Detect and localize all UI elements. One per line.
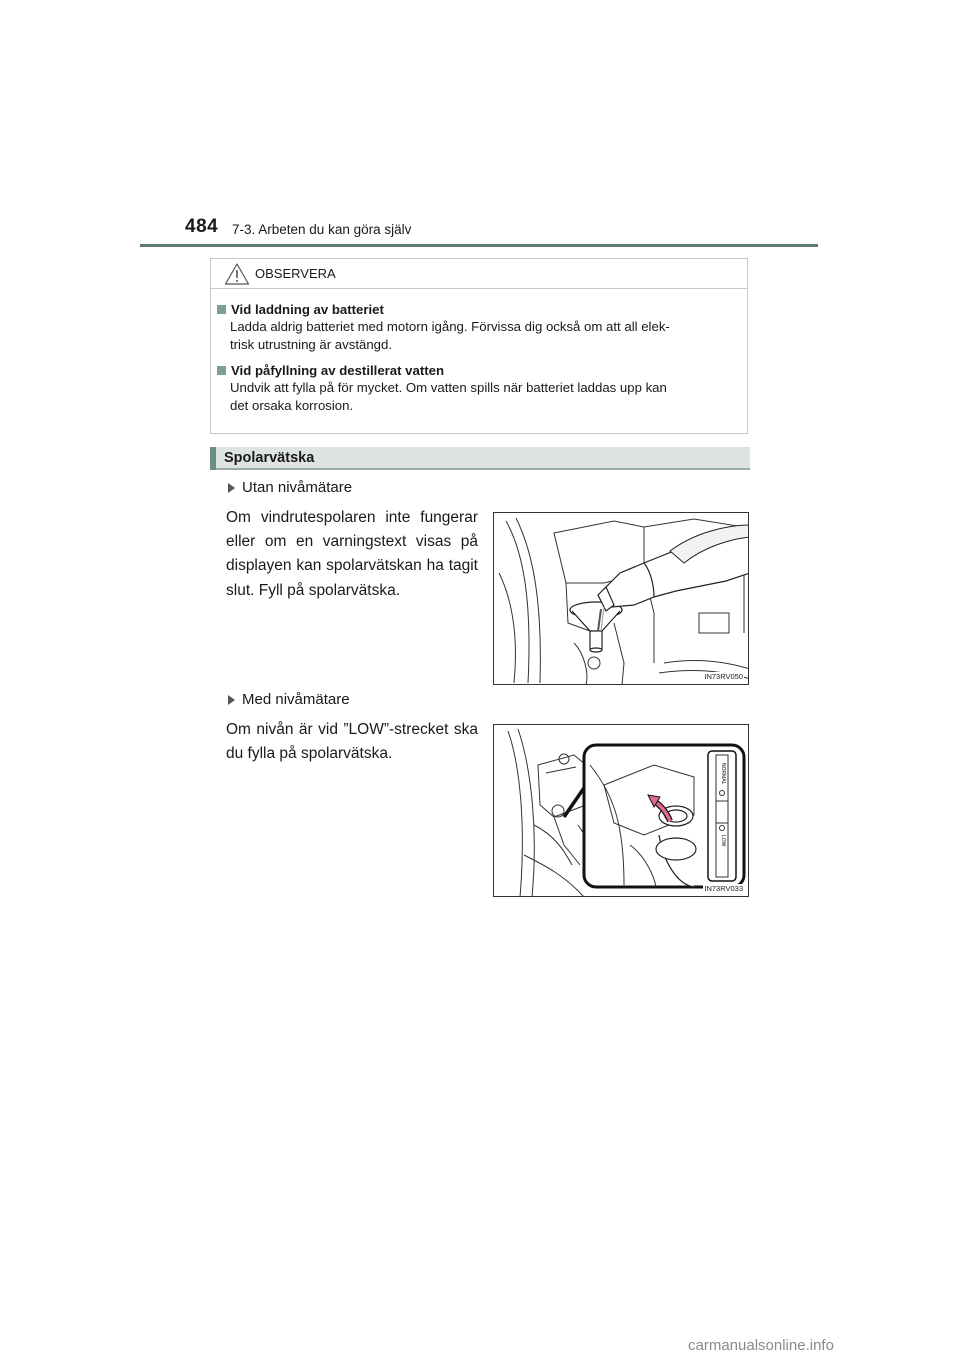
section-title: Spolarvätska — [224, 450, 315, 466]
caution-box — [210, 258, 748, 434]
section-bar-accent — [210, 447, 216, 470]
caution-line: trisk utrustning är avstängd. — [230, 337, 392, 352]
triangle-bullet-icon — [228, 483, 235, 493]
running-head: 7-3. Arbeten du kan göra själv — [232, 222, 412, 237]
watermark: carmanualsonline.info — [688, 1337, 834, 1354]
caution-item-text — [217, 379, 737, 415]
washer-fill-illustration — [494, 513, 749, 685]
gauge-label-low: LOW — [720, 835, 726, 847]
caution-line: Ladda aldrig batteriet med motorn igång. Förvissa dig också om att all elek- — [230, 319, 670, 334]
subsection-text: Om vindrutespolaren inte fungerar eller om en varningstext visas på displayen kan spolarvätskan ha tagit slut. Fyll på spolarvätska. — [226, 509, 478, 599]
subsection-text: Om nivån är vid ”LOW”-strecket ska du fylla på spolarvätska. — [226, 721, 478, 763]
triangle-bullet-icon — [228, 695, 235, 705]
gauge-label-high: NORMAL — [720, 763, 726, 785]
caution-line: det orsaka korrosion. — [230, 398, 354, 413]
subsection-heading — [228, 691, 350, 708]
caution-header — [211, 259, 747, 289]
figure-code: IN73RV050 — [704, 672, 743, 681]
square-bullet-icon — [217, 305, 226, 314]
subsection-heading-text: Med nivåmätare — [242, 691, 350, 708]
caution-body — [211, 289, 747, 415]
figure-washer-gauge — [493, 724, 749, 897]
caution-item-heading-text: Vid påfyllning av destillerat vatten — [231, 363, 445, 378]
washer-gauge-illustration — [494, 725, 749, 897]
warning-triangle-icon — [224, 262, 250, 286]
caution-title: OBSERVERA — [255, 266, 336, 281]
subsection-heading — [228, 479, 352, 496]
caution-line: Undvik att fylla på för mycket. Om vatten spills när batteriet laddas upp kan — [230, 380, 667, 395]
caution-item-heading — [217, 302, 737, 317]
caution-item-heading-text: Vid laddning av batteriet — [231, 302, 384, 317]
figure-washer-fill — [493, 512, 749, 685]
header-rule — [140, 244, 818, 247]
section-bar — [210, 447, 750, 470]
square-bullet-icon — [217, 366, 226, 375]
figure-code: IN73RV033 — [704, 884, 743, 893]
caution-item-heading — [217, 363, 737, 378]
caution-item-text — [217, 318, 737, 354]
page-number: 484 — [185, 216, 219, 237]
subsection-heading-text: Utan nivåmätare — [242, 479, 353, 496]
